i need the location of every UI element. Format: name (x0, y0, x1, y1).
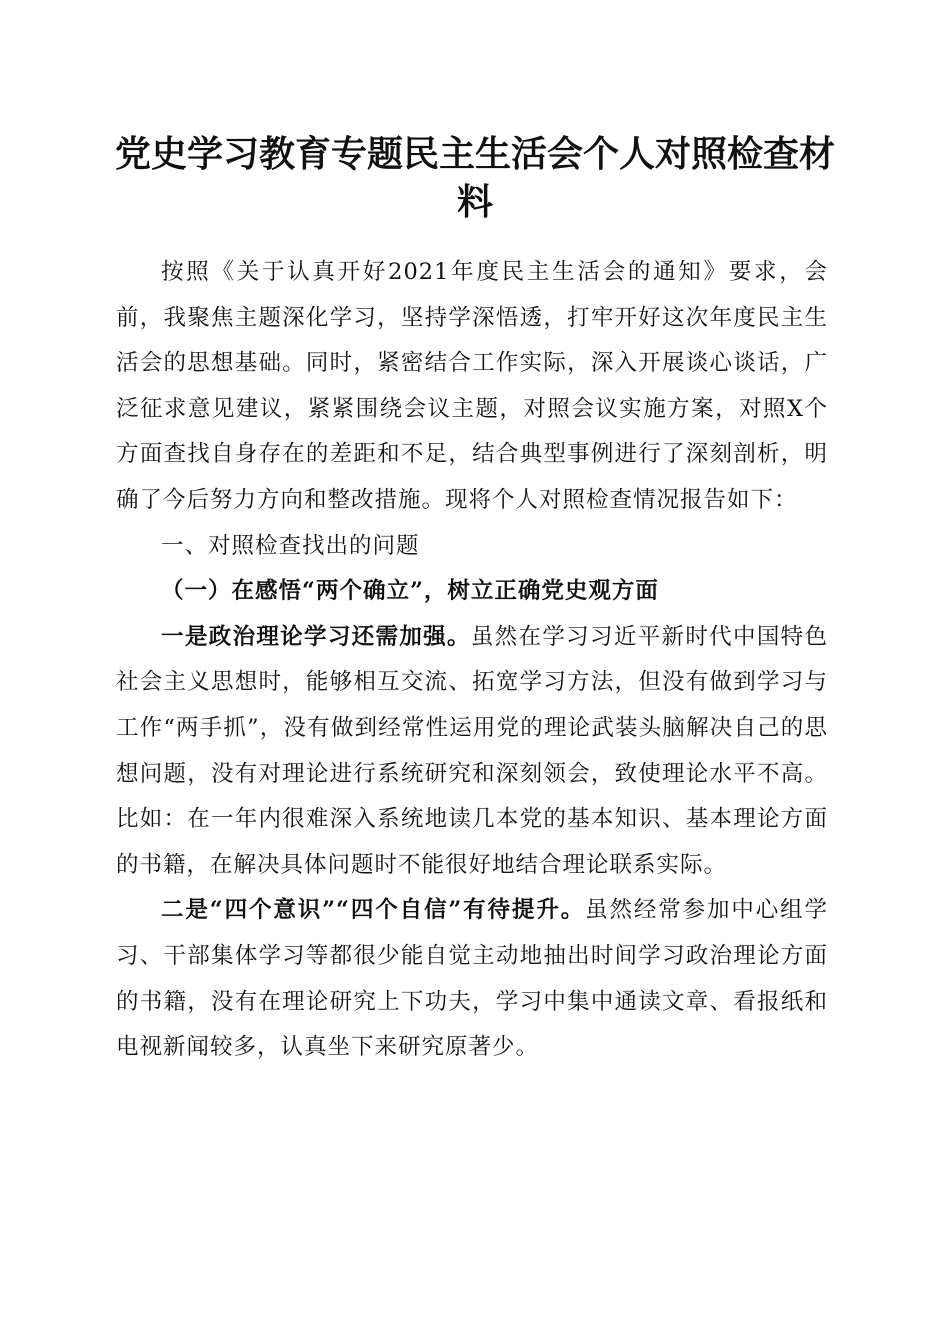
subsection-heading: （一）在感悟“两个确立”，树立正确党史观方面 (161, 578, 659, 605)
point-lead-1: 一是政治理论学习还需加强。 (161, 623, 471, 650)
point-body-1: 虽然在学习习近平新时代中国特色社会主义思想时，能够相互交流、拓宽学习方法，但没有做到学习与工作“两手抓”，没有做到经常性运用党的理论武装头脑解决自己的思想问题，没有对理论进行系统研究和深刻领会，致使理论水平不高。比如：在一年内很难深入系统地读几本党的基本知识、基本理论方面的书籍，在解决具体问题时不能很好地结合理论联系实际。 (116, 623, 828, 878)
point-body-2: 虽然经常参加中心组学习、干部集体学习等都很少能自觉主动地抽出时间学习政治理论方面的书籍，没有在理论研究上下功夫，学习中集中通读文章、看报纸和电视新闻较多，认真坐下来研究原著少。 (116, 897, 828, 1061)
point-paragraph-1 (116, 615, 828, 889)
point-lead-2: 二是“四个意识”“四个自信”有待提升。 (161, 897, 586, 924)
document-title: 党史学习教育专题民主生活会个人对照检查材料 (114, 133, 835, 223)
intro-paragraph: 按照《关于认真开好2021年度民主生活会的通知》要求，会前，我聚焦主题深化学习，坚持学深悟透，打牢开好这次年度民主生活会的思想基础。同时，紧密结合工作实际，深入开展谈心谈话，广泛征求意见建议，紧紧围绕会议主题，对照会议实施方案，对照X个方面查找自身存在的差距和不足，结合典型事例进行了深刻剖析，明确了今后努力方向和整改措施。现将个人对照检查情况报告如下： (116, 259, 828, 513)
document-body (116, 250, 828, 1071)
point-paragraph-2 (116, 888, 828, 1070)
section-heading: 一、对照检查找出的问题 (161, 532, 420, 559)
